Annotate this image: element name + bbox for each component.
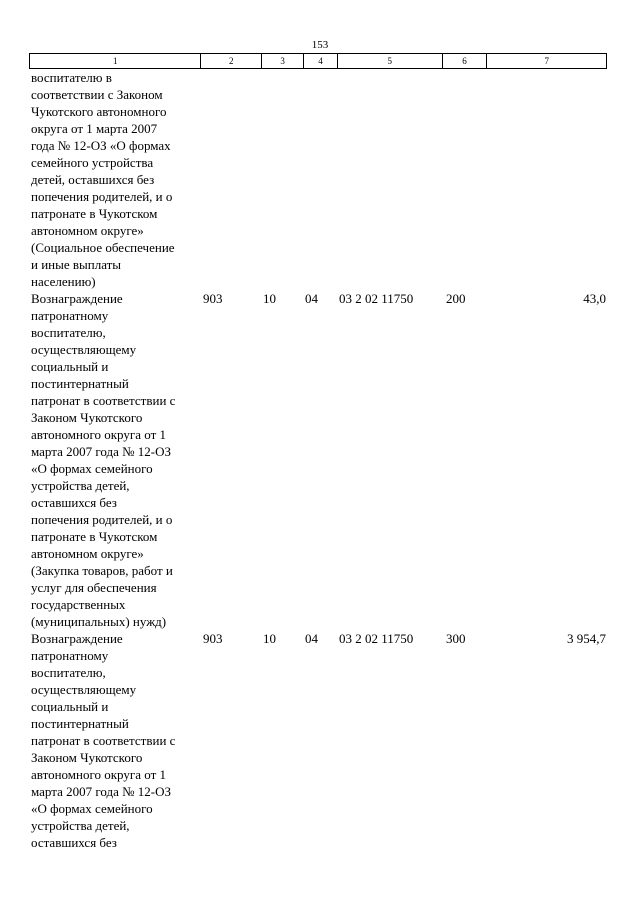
row-code-col6: 300	[446, 631, 466, 646]
row-code-col4: 04	[305, 291, 318, 306]
row-description: воспитателю в соответствии с Законом Чукотского автономного округа от 1 марта 2007 года № 12-ОЗ «О формах семейного устройства детей, оставшихся без попечения родителей, и о патронате в Чукотском автономном округе» (Социальное обеспечение и иные выплаты населению)	[31, 70, 175, 289]
row-code-col2: 903	[203, 631, 223, 646]
row-code-col3: 10	[263, 631, 276, 646]
table-row	[29, 290, 607, 630]
row-code-col3: 10	[263, 291, 276, 306]
header-cell-7: 7	[544, 56, 549, 66]
row-description: Вознаграждение патронатному воспитателю, осуществляющему социальный и постинтернатный патронат в соответствии с Законом Чукотского автономного округа от 1 марта 2007 года № 12-ОЗ «О формах семейного устройства детей, оставшихся без	[31, 631, 176, 850]
table-row	[29, 69, 607, 290]
row-amount: 43,0	[583, 291, 606, 306]
header-cell-5: 5	[338, 54, 443, 68]
row-amount: 3 954,7	[567, 631, 606, 646]
row-code-col6: 200	[446, 291, 466, 306]
row-code-col6	[443, 69, 488, 290]
row-code-col5	[338, 69, 443, 290]
header-cell-2: 2	[201, 54, 262, 68]
table-body	[29, 69, 607, 851]
row-code-col3	[262, 69, 304, 290]
table-row	[29, 630, 607, 851]
row-code-col4: 04	[305, 631, 318, 646]
row-code-col4	[304, 69, 338, 290]
header-cell-4: 4	[304, 54, 338, 68]
row-code-col2	[201, 69, 262, 290]
table-header-row	[29, 53, 607, 69]
page-number: 153	[311, 39, 329, 51]
header-cell-1: 1	[30, 54, 201, 68]
row-code-col2: 903	[203, 291, 223, 306]
row-description: Вознаграждение патронатному воспитателю, осуществляющему социальный и постинтернатный патронат в соответствии с Законом Чукотского автономного округа от 1 марта 2007 года № 12-ОЗ «О формах семейного устройства детей, оставшихся без попечения родителей, и о патронате в Чукотском автономном округе» (Закупка товаров, работ и услуг для обеспечения государственных (муниципальных) нужд)	[31, 291, 176, 629]
row-code-col5: 03 2 02 11750	[339, 631, 414, 646]
header-cell-6: 6	[443, 54, 488, 68]
row-code-col5: 03 2 02 11750	[339, 291, 414, 306]
header-cell-3: 3	[262, 54, 304, 68]
row-amount	[488, 69, 607, 290]
